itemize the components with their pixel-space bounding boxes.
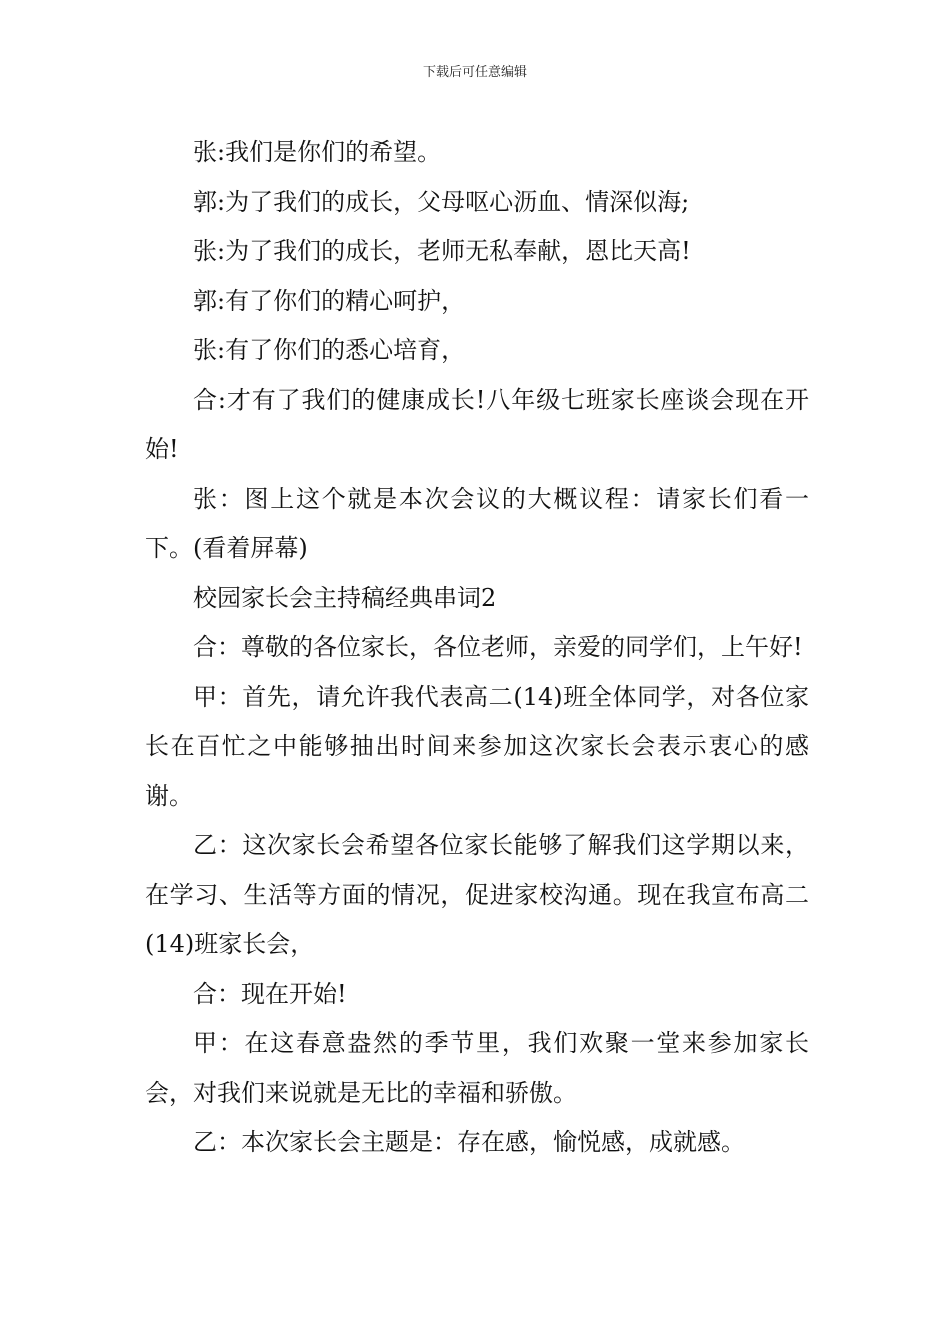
- section-heading: 校园家长会主持稿经典串词2: [193, 583, 497, 612]
- paragraph: 郭:为了我们的成长，父母呕心沥血、情深似海;: [193, 187, 690, 216]
- paragraph: 合：现在开始!: [193, 979, 347, 1008]
- paragraph: 乙：本次家长会主题是：存在感，愉悦感，成就感。: [193, 1128, 745, 1156]
- paragraph: 合：尊敬的各位家长，各位老师，亲爱的同学们，上午好!: [193, 633, 803, 661]
- paragraph: 甲：在这春意盎然的季节里，我们欢聚一堂来参加家长会，对我们来说就是无比的幸福和骄傲。: [145, 1029, 809, 1107]
- paragraph: 合:才有了我们的健康成长!八年级七班家长座谈会现在开始!: [145, 385, 809, 463]
- paragraph: 张:我们是你们的希望。: [193, 138, 442, 166]
- paragraph: 郭:有了你们的精心呵护，: [193, 286, 466, 315]
- paragraph: 张：图上这个就是本次会议的大概议程：请家长们看一下。(看着屏幕): [145, 484, 809, 562]
- paragraph: 甲：首先，请允许我代表高二(14)班全体同学，对各位家长在百忙之中能够抽出时间来参加这次家长会表示衷心的感谢。: [145, 682, 809, 810]
- page-header: 下载后可任意编辑: [422, 65, 527, 80]
- paragraph: 张:有了你们的悉心培育，: [193, 336, 466, 364]
- document-body: [145, 128, 809, 1168]
- paragraph: 乙：这次家长会希望各位家长能够了解我们这学期以来，在学习、生活等方面的情况，促进家校沟通。现在我宣布高二(14)班家长会，: [145, 831, 809, 958]
- paragraph: 张:为了我们的成长，老师无私奉献，恩比天高!: [193, 237, 691, 265]
